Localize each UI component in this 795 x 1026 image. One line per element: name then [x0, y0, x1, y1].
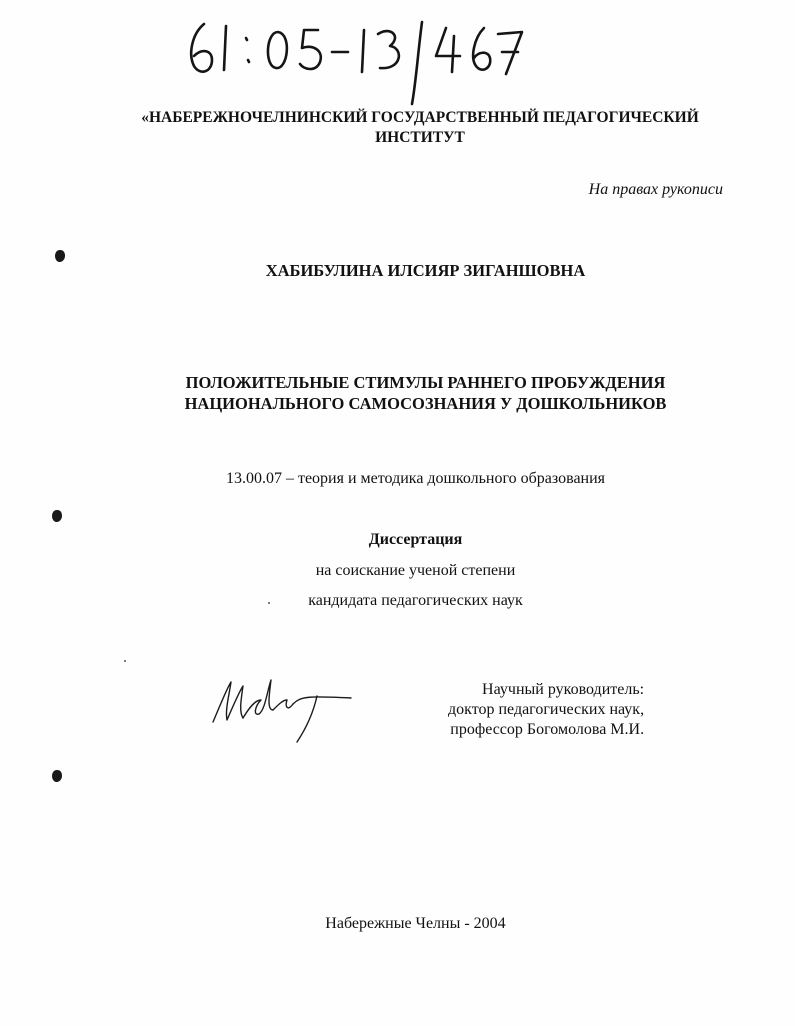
author-name: ХАБИБУЛИНА ИЛСИЯР ЗИГАНШОВНА — [265, 261, 586, 280]
punch-hole-mark — [52, 770, 62, 782]
degree-line-2: кандидата педагогических наук — [308, 592, 523, 609]
specialty-code: 13.00.07 – теория и методика дошкольного образования — [225, 470, 606, 487]
supervisor-line-1: Научный руководитель: — [482, 681, 645, 698]
dissertation-label: Диссертация — [368, 531, 463, 548]
scan-speck — [124, 660, 126, 662]
rights-notice: На правах рукописи — [588, 181, 723, 198]
institute-name — [40, 108, 795, 148]
archive-code-handwritten — [180, 12, 540, 107]
institute-line-1: «НАБЕРЕЖНОЧЕЛНИНСКИЙ ГОСУДАРСТВЕННЫЙ ПЕДАГОГИЧЕСКИЙ — [141, 109, 699, 126]
scan-speck — [268, 602, 270, 604]
dissertation-title — [28, 372, 795, 414]
city-year: Набережные Челны - 2004 — [325, 915, 506, 932]
supervisor-line-2: доктор педагогических наук, — [448, 701, 645, 718]
title-line-2: НАЦИОНАЛЬНОГО САМОСОЗНАНИЯ У ДОШКОЛЬНИКОВ — [184, 394, 667, 413]
punch-hole-mark — [52, 510, 62, 522]
institute-line-2: ИНСТИТУТ — [375, 129, 465, 146]
signature — [205, 670, 355, 745]
supervisor-line-3: профессор Богомолова М.И. — [450, 721, 645, 738]
degree-line-1: на соискание ученой степени — [315, 562, 516, 579]
title-line-1: ПОЛОЖИТЕЛЬНЫЕ СТИМУЛЫ РАННЕГО ПРОБУЖДЕНИЯ — [185, 373, 666, 392]
supervisor-block — [448, 680, 644, 740]
